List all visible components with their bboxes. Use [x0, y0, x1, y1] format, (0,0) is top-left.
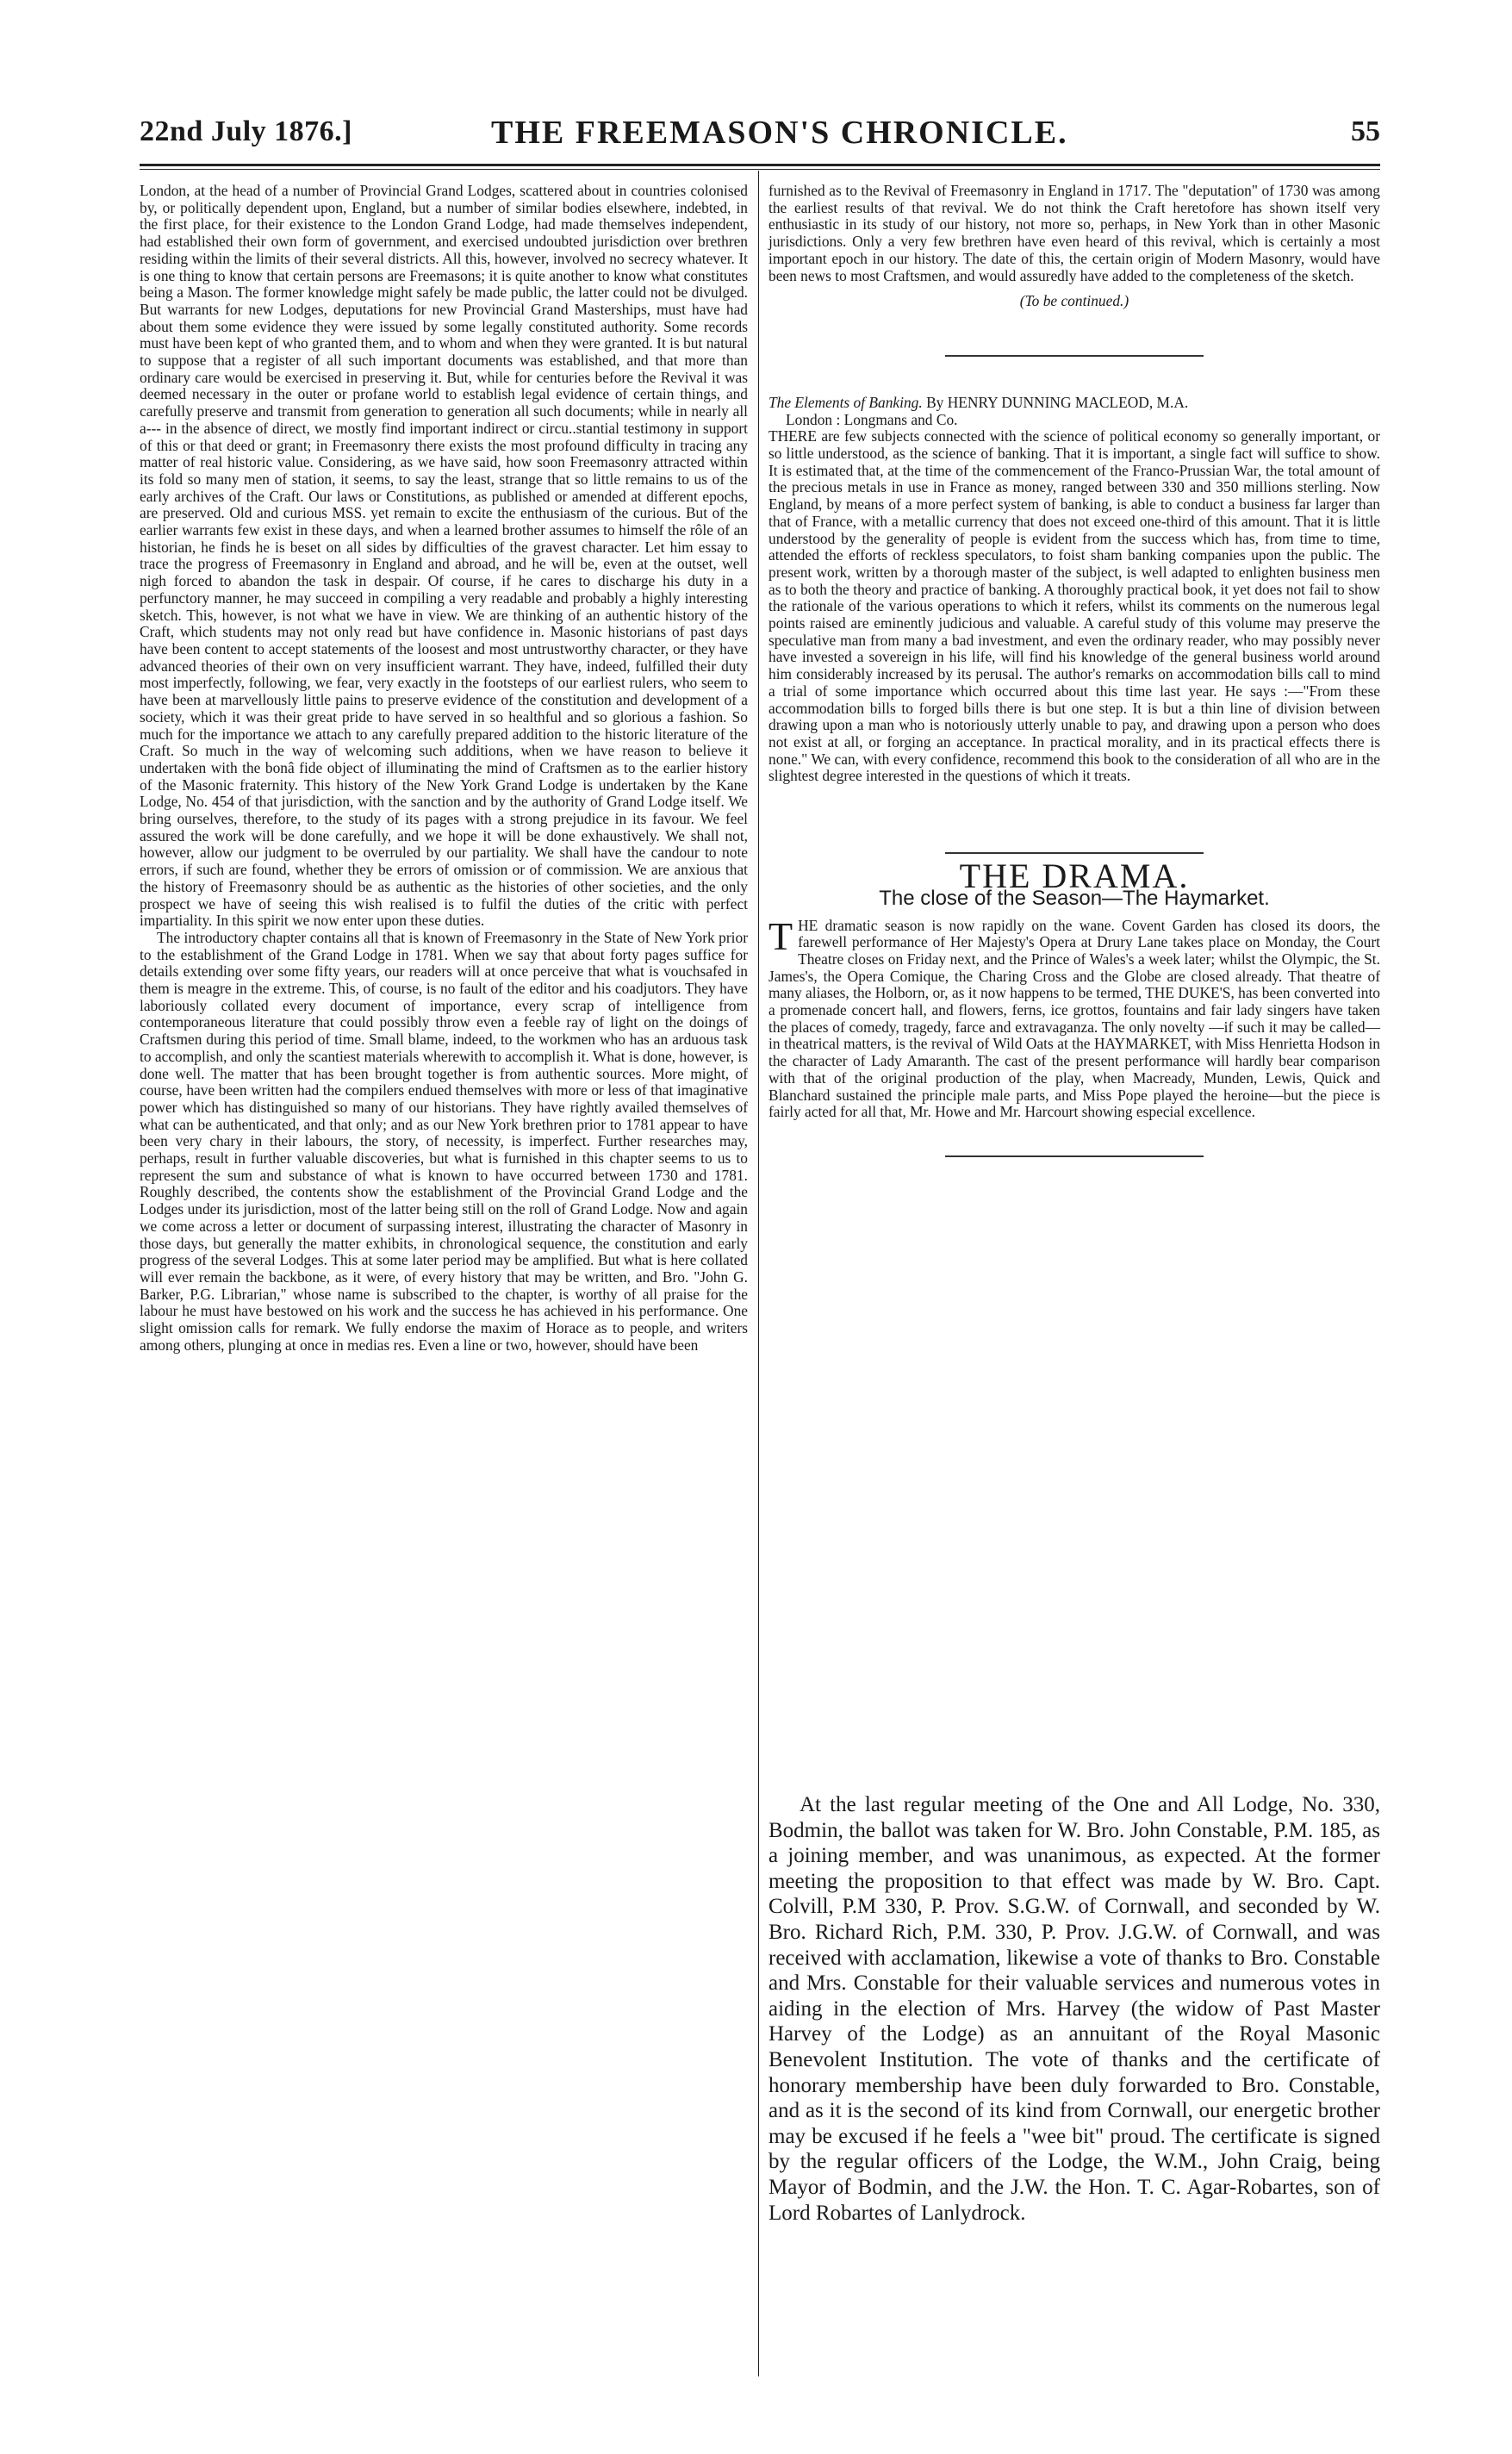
page-number: 55 [1351, 115, 1380, 147]
drop-cap: T [768, 913, 793, 958]
right-column [768, 183, 1380, 1202]
history-continuation: furnished as to the Revival of Freemasonry in England in 1717. The "deputation" of 1730 was among the earliest results of that revival. We do not think the Craft heretofore has shown itself very enthusiastic in its study of our history, not more so, perhaps, in New York than in other Masonic jurisdictions. Only a very few brethren have even heard of this revival, which is certainly a most important epoch in our history. The date of this, the certain origin of Modern Masonry, would have been news to most Craftsmen, and would assuredly have added to the completeness of the sketch. [768, 182, 1380, 284]
newspaper-title: THE FREEMASON'S CHRONICLE. [491, 115, 1068, 151]
page-header [140, 110, 1380, 159]
header-rule-thin [140, 169, 1380, 170]
section-rule [945, 355, 1204, 357]
review-body: THERE are few subjects connected with the science of political economy so generally important, or so little understood, as the science of banking. That it is important, a single fact will suffice to show. It is estimated that, at the time of the commencement of the Franco-Prussian War, the total amount of the precious metals in use in France as money, ranged between 330 and 350 millions sterling. Now England, by means of a more perfect system of banking, is able to conduct a business far larger than that of France, with a metallic currency that does not exceed one-third of this amount. That it is little understood by the generality of people is evident from the success which has, from time to time, attended the efforts of reckless speculators, to foist sham banking companies upon the public. The present work, written by a thorough master of the subject, is well adapted to enlighten business men as to both the theory and practice of banking. A thoroughly practical book, it yet does not fail to show the rationale of the various operations to which it refers, whilst its comments on the numerous legal points raised are eminently judicious and valuable. A careful study of this volume may preserve the speculative man from many a bad investment, and even the ordinary reader, who may possibly never have invested a sovereign in his life, will find his knowledge of the general business world around him considerably increased by its perusal. The author's remarks on accommodation bills call to mind a trial of some importance which occurred about this time last year. He says :—"From these accommodation bills to forged bills there is but one step. It is but a thin line of division between drawing upon a man who is notoriously utterly unable to pay, and drawing upon a person who does not exist at all, or forging an acceptance. In practical morality, and in its practical effects there is none." We can, with every confidence, recommend this book to the consideration of all who are in the slightest degree interested in the questions of which it treats. [768, 427, 1380, 785]
left-paragraph-2: The introductory chapter contains all that is known of Freemasonry in the State of New York prior to the establishment of the Grand Lodge in 1781. When we say that about forty pages suffice for details extending over some fifty years, our readers will at once perceive that what is vouchsafed in them is meagre in the extreme. This, of course, is no fault of the editor and his coadjutors. They have laboriously collated every document of importance, every scrap of intelligence from contemporaneous literature that could possibly throw even a feeble ray of light on the doings of Craftsmen during this period of time. Small blame, indeed, to the workmen who has an arduous task to accomplish, and only the scantiest materials wherewith to accomplish it. What is done, however, is done well. The matter that has been brought together is from authentic sources. More might, of course, have been written had the compilers endued themselves with more or less of that imaginative power which has distinguished so many of our historians. They have rightly availed themselves of what can be authenticated, and that only; and as our New York brethren prior to 1781 appear to have been very chary in their labours, the story, of necessity, is imperfect. Further researches may, perhaps, result in further valuable discoveries, but what is furnished in this chapter seems to us to represent the sum and substance of what is known to have occurred between 1730 and 1781. Roughly described, the contents show the establishment of the Provincial Grand Lodge and the Lodges under its jurisdiction, most of the latter being still on the roll of Grand Lodge. Now and again we come across a letter or document of surpassing interest, illustrating the character of Masonry in those days, but generally the matter exhibits, in chronological sequence, the constitution and early progress of the several Lodges. This at some later period may be amplified. But what is here collated will ever remain the backbone, as it were, of every history that may be written, and Bro. "John G. Barker, P.G. Librarian," whose name is subscribed to the chapter, is worthy of all praise for the labour he must have bestowed on his work and the success he has achieved in his performance. One slight omission calls for remark. We fully endorse the maxim of Horace as to people, and writers among others, plunging at once in medias res. Even a line or two, however, should have been [140, 928, 748, 1354]
to-be-continued: (To be continued.) [1019, 292, 1129, 310]
left-column [140, 183, 748, 1355]
review-publisher: London : Longmans and Co. [786, 410, 958, 428]
issue-date: 22nd July 1876.] [140, 115, 352, 147]
review-author: By HENRY DUNNING MACLEOD, M.A. [926, 393, 1189, 411]
lodge-notice: At the last regular meeting of the One and All Lodge, No. 330, Bodmin, the ballot was taken for W. Bro. John Constable, P.M. 185, as a joining member, and was unanimous, as expected. At the former meeting the proposition to that effect was made by W. Bro. Capt. Colvill, P.M 330, P. Prov. S.G.W. of Cornwall, and seconded by W. Bro. Richard Rich, P.M. 330, P. Prov. J.G.W. of Cornwall, and was received with acclamation, likewise a vote of thanks to Bro. Constable and Mrs. Constable for their valuable services and numerous votes in aiding in the election of Mrs. Harvey (the widow of Past Master Harvey of the Lodge) as an annuitant of the Royal Masonic Benevolent Institution. The vote of thanks and the certificate of honorary membership have been duly forwarded to Bro. Constable, and as it is the second of its kind from Cornwall, our energetic brother may be excused if he feels a "wee bit" proud. The certificate is signed by the regular officers of the Lodge, the W.M., John Craig, being Mayor of Bodmin, and the J.W. the Hon. T. C. Agar-Robartes, son of Lord Robartes of Lanlydrock. [768, 1793, 1380, 2225]
drama-text: HE dramatic season is now rapidly on the wane. Covent Garden has closed its doors, the farewell performance of Her Majesty's Opera at Drury Lane takes place on Monday, the Court Theatre closes on Friday next, and the Prince of Wales's a week later; whilst the Olympic, the St. James's, the Opera Comique, the Charing Cross and the Globe are closed already. That theatre of many aliases, the Holborn, or, as it now happens to be termed, THE DUKE'S, has been converted into a promenade concert hall, and flowers, ferns, ice grottos, fountains and fair lady singers have taken the places of comedy, tragedy, farce and extravaganza. The only novelty —if such it may be called—in theatrical matters, is the revival of Wild Oats at the HAYMARKET, with Miss Henrietta Hodson in the character of Lady Amaranth. The cast of the present performance will hardly bear comparison with that of the original production of the play, when Macready, Munden, Lewis, Quick and Blanchard sustained the principle male parts, and Miss Pope played the heroine—but the piece is fairly acted for all that, Mr. Howe and Mr. Harcourt showing especial excellence. [768, 916, 1380, 1121]
lodge-notice-block [768, 1792, 1380, 2226]
section-rule [945, 1155, 1204, 1157]
review-heading [768, 395, 1380, 412]
section-rule [945, 852, 1204, 854]
column-divider [758, 171, 759, 2376]
drama-body [768, 913, 1380, 1121]
drama-heading: THE DRAMA. [959, 856, 1190, 896]
review-title: The Elements of Banking. [768, 393, 923, 411]
drama-subheading: The close of the Season—The Haymarket. [879, 886, 1270, 910]
header-rule [140, 164, 1380, 166]
left-paragraph-1: London, at the head of a number of Provincial Grand Lodges, scattered about in countries colonised by, or politically dependent upon, England, but a number of similar bodies elsewhere, indebted, in the first place, for their existence to the London Grand Lodge, had made themselves independent, had established their own form of government, and exercised undoubted jurisdiction over brethren residing within the limits of their several districts. All this, however, involved no secrecy whatever. It is one thing to know that certain persons are Freemasons; it is quite another to know what constitutes being a Mason. The former knowledge might safely be made public, the latter could not be divulged. But warrants for new Lodges, deputations for new Provincial Grand Masterships, must have had about them some evidence they were issued by some legally constituted authority. Some records must have been kept of who granted them, and to whom and when they were granted. It is but natural to suppose that a register of all such important documents was established, and that more than ordinary care would be exercised in preserving it. But, while for centuries before the Revival it was deemed necessary in the outer or profane world to establish legal evidence of certain things, and carefully preserve and transmit from generation to generation all such documents; while in nearly all a--- in the absence of direct, we mostly find important indirect or circu..stantial testimony in support of this or that deed or grant; in Freemasonry there exists the most profound difficulty in tracing any matter of real historic value. Considering, as we have said, how soon Freemasonry attracted within its fold so many men of station, it seems, to say the least, strange that so little remains to us of the early archives of the Craft. Our laws or Constitutions, as published or amended at different epochs, are preserved. Old and curious MSS. yet remain to excite the enthusiasm of the curious. But of the earlier warrants few exist in these days, and when a learned brother assumes to himself the rôle of an historian, he finds he is beset on all sides by difficulties of the gravest character. Let him essay to trace the progress of Freemasonry in England and abroad, and he will be, even at the outset, well nigh forced to abandon the task in despair. Of course, if he cares to discharge his duty in a perfunctory manner, he may succeed in compiling a very readable and probably a highly interesting sketch. This, however, is not what we have in view. We are thinking of an authentic history of the Craft, which students may not only read but have confidence in. Masonic historians of past days have been content to accept statements of the loosest and most untrustworthy character, or they have advanced theories of their own on very insufficient warrant. They have, indeed, fulfilled their duty most imperfectly, following, we fear, very exactly in the footsteps of our earliest rulers, who seem to have been at marvellously little pains to preserve evidence of the constitution and development of a society, which it was their great pride to have served in so healthful and so glorious a fashion. So much for the importance we attach to any carefully prepared addition to the historic literature of the Craft. So much in the way of welcoming such additions, when we have reason to believe it undertaken with the bonâ fide object of illuminating the mind of Craftsmen as to the earlier history of the Masonic fraternity. This history of the New York Grand Lodge is undertaken by the Kane Lodge, No. 454 of that jurisdiction, with the sanction and by the authority of Grand Lodge itself. We bring ourselves, therefore, to the study of its pages with a strong prejudice in its favour. We feel assured the work will be done carefully, and we hope it will be done exhaustively. We shall not, however, allow our judgment to be overruled by our partiality. We shall have the candour to note errors, if such are found, whether they be errors of omission or of commission. We are anxious that the history of Freemasonry should be as authentic as the histories of other societies, and the only prospect we have of seeing this wish realised is to fulfil the duties of the critic with perfect impartiality. In this spirit we now enter upon these duties. [140, 182, 748, 930]
